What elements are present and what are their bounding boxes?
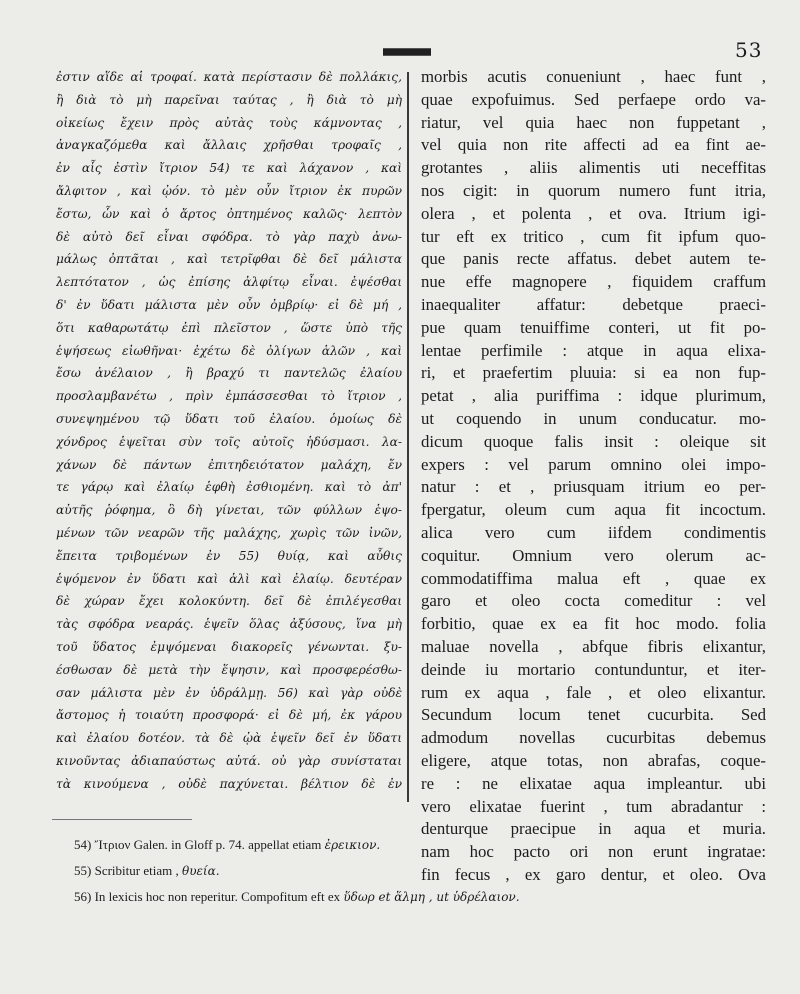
greek-text-line: τοῦ ὕδατος ἐμψόμεναι διακορεῖς γένωνται. ξυ- — [56, 639, 402, 654]
footnote-greek-word: ὕδωρ et ἅλμη , ut ὑδρέλαιον. — [343, 890, 520, 904]
greek-text-line: ἄλφιτον , καὶ ᾠόν. τὸ μὲν οὖν ἴτριον ἐκ πυρῶν — [56, 183, 402, 198]
greek-text-line: δ' ἐν ὕδατι μάλιστα μὲν οὖν ὀμβρίῳ· εἰ δὲ μή , — [56, 297, 402, 312]
latin-text-line: ri, et praefertim pluuia: si ea non fup- — [421, 363, 766, 383]
latin-text-line: olera , et polenta , et ova. Itrium igi- — [421, 203, 766, 223]
greek-text-line: λεπτότατον , ὡς ἐπίσης ἀλφίτῳ εἶναι. ἑψέσθαι — [56, 275, 402, 290]
latin-text-line: natur : et , priusquam itrium eo per- — [421, 477, 766, 497]
latin-text-line: lentae perfimile : atque in aqua elixa- — [421, 340, 766, 360]
footnote-separator — [52, 819, 192, 820]
footnotes — [74, 832, 714, 910]
greek-text-line: χόνδρος ἑψεῖται σὺν τοῖς αὐτοῖς ἡδύσμασι. λα- — [56, 434, 402, 449]
latin-text-line: denturque praecipue in aqua et muria. — [421, 819, 766, 839]
greek-text-line: κινοῦντας ἀδιαπαύστως αὐτά. οὐ γὰρ συνίσταται — [56, 753, 402, 768]
greek-text-line: οἰκείως ἔχειν πρὸς αὐτὰς τοὺς κάμνοντας , — [56, 115, 402, 130]
greek-text-line: χάνων δὲ πάντων ἐπιτηδειότατον μαλάχη, ἔν — [56, 457, 402, 472]
greek-text-line: έσθωσαν δὲ μετὰ τὴν ἕψησιν, καὶ προσφερέσθω- — [56, 662, 402, 677]
greek-text-line: δὲ αὐτὸ δεῖ εἶναι σφόδρα. τὸ γὰρ παχὺ ἀνω- — [56, 229, 402, 244]
latin-text-line: garo et oleo cocta comeditur : vel — [421, 591, 766, 611]
greek-text-line: ἔσω ἀνέλαιον , ἢ βραχύ τι παντελῶς ἐλαίου — [56, 366, 402, 381]
latin-text-line: grotantes , aliis alimentis uti neceffitas — [421, 158, 766, 178]
greek-text-line: ἀναγκαζόμεθα καὶ ἄλλαις χρῆσθαι τροφαῖς , — [56, 138, 402, 153]
footnote-mark: 55) — [74, 863, 92, 878]
latin-text-column — [421, 66, 766, 887]
latin-text-line: que panis recte affatus. debet autem te- — [421, 249, 766, 269]
latin-text-line: inaequaliter affatur: debetque praeci- — [421, 294, 766, 314]
latin-text-line: alica vero cum iifdem condimentis — [421, 522, 766, 542]
greek-text-line: ὅτι καθαρωτάτῳ ἐπὶ πλεῖστον , ὥστε ὑπὸ τῆς — [56, 320, 402, 335]
greek-text-line: ἢ διὰ τὸ μὴ παρεῖναι ταύτας , ἢ διὰ τὸ μὴ — [56, 92, 402, 107]
latin-text-line: quae expofuimus. Sed perfaepe ordo va- — [421, 89, 766, 109]
greek-text-line: αὐτῆς ῥόφημα, ὃ δὴ γίνεται, τῶν φύλλων ἑψο- — [56, 503, 402, 518]
latin-text-line: nam hoc pacto ori non erunt ingratae: — [421, 842, 766, 862]
latin-text-line: expers : vel parum omnino olei impo- — [421, 454, 766, 474]
footnote-greek-word: θυεία. — [181, 864, 220, 878]
greek-text-line: τὰς σφόδρα νεαράς. ἑψεῖν ὅλας ἀξύσους, ἵνα μὴ — [56, 617, 402, 632]
greek-text-column — [56, 66, 402, 796]
latin-text-line: pue quam tenuiffime conteri, ut fit po- — [421, 317, 766, 337]
footnote-greek-word: ἐρεικιον. — [324, 838, 381, 852]
header-ornament-rule — [383, 48, 431, 56]
greek-text-line: συνεψημένου τῷ ὕδατι τοῦ ἐλαίου. ὁμοίως δὲ — [56, 411, 402, 426]
latin-text-line: Secundum locum tenet cucurbita. Sed — [421, 705, 766, 725]
latin-text-line: re : ne elixatae aqua impleantur. ubi — [421, 773, 766, 793]
footnote-mark: 54) — [74, 837, 92, 852]
latin-text-line: dicum quoque falis insit : oleique sit — [421, 431, 766, 451]
latin-text-line: ut coquendo in unum conducatur. mo- — [421, 408, 766, 428]
greek-text-line: ἑψόμενον ἐν ὕδατι καὶ ἁλὶ καὶ ἐλαίῳ. δευτέραν — [56, 571, 402, 586]
greek-text-line: ἑψήσεως εἰωθῆναι· ἐχέτω δὲ ὀλίγων ἁλῶν , καὶ — [56, 343, 402, 358]
latin-text-line: vero elixatae fuerint , tum abradantur : — [421, 796, 766, 816]
footnote — [74, 832, 714, 858]
footnote — [74, 884, 714, 910]
greek-text-line: καὶ ἐλαίου δοτέον. τὰ δὲ ᾠὰ ἑψεῖν δεῖ ἐν ὕδατι — [56, 731, 402, 746]
latin-text-line: riatur, vel quia haec non fuppetant , — [421, 112, 766, 132]
greek-text-line: ἔπειτα τριβομένων ἐν 55) θυίᾳ, καὶ αὖθις — [56, 548, 402, 563]
latin-text-line: commodatiffima malua eft , quae ex — [421, 568, 766, 588]
greek-text-line: τὰ κινούμενα , οὐδὲ παχύνεται. βέλτιον δὲ ἐν — [56, 776, 402, 791]
latin-text-line: morbis acutis conueniunt , haec funt , — [421, 67, 766, 86]
latin-text-line: fpergatur, oleum cum aqua fit incoctum. — [421, 500, 766, 520]
greek-text-line: μένων τῶν νεαρῶν τῆς μαλάχης, χωρὶς τῶν ἰνῶν, — [56, 525, 402, 540]
latin-text-line: petat , alia puriffima : idque plurimum, — [421, 386, 766, 406]
greek-text-line: προσλαμβανέτω , πρὶν ἐμπάσσεσθαι τὸ ἴτριον , — [56, 389, 402, 404]
latin-text-line: deinde iu mortario contunduntur, et iter- — [421, 659, 766, 679]
column-divider — [407, 72, 409, 802]
greek-text-line: ἐστιν αἵδε αἱ τροφαί. κατὰ περίστασιν δὲ πολλάκις, — [56, 70, 402, 84]
greek-text-line: μάλως ὀπτᾶται , καὶ τετρῖφθαι δὲ δεῖ μάλιστα — [56, 252, 402, 267]
greek-text-line: ἔστω, ὧν καὶ ὁ ἄρτος ὀπτημένος καλῶς· λεπτὸν — [56, 206, 402, 221]
latin-text-line: rum ex aqua , fale , et oleo elixantur. — [421, 682, 766, 702]
latin-text-line: nos cigit: in quorum numero funt itria, — [421, 180, 766, 200]
latin-text-line: eligere, atque totas, non abrafas, coque- — [421, 750, 766, 770]
latin-text-line: vel quia non rite affecti ad ea fint ae- — [421, 135, 766, 155]
latin-text-line: coquitur. Omnium vero olerum ac- — [421, 545, 766, 565]
footnote — [74, 858, 714, 884]
footnote-text: In lexicis hoc non reperitur. Compofitum eft ex — [94, 889, 341, 904]
greek-text-line: τε γάρῳ καὶ ἐλαίῳ ἑφθὴ ἐσθιομένη. καὶ τὸ ἀπ' — [56, 480, 402, 495]
latin-text-line: nue effe magnopere , fiquidem craffum — [421, 272, 766, 292]
latin-text-line: forbitio, quae ex ea fit hoc modo. folia — [421, 614, 766, 634]
footnote-text: Scribitur etiam , — [94, 863, 179, 878]
greek-text-line: δὲ χώραν ἔχει κολοκύντη. δεῖ δὲ ἐπιλέγεσθαι — [56, 594, 402, 609]
footnote-text: Ἴτριον Galen. in Gloff p. 74. appellat etiam — [94, 837, 322, 852]
page-number: 53 — [735, 38, 763, 62]
greek-text-line: ἐν αἷς ἐστὶν ἴτριον 54) τε καὶ λάχανον , καὶ — [56, 161, 402, 176]
latin-text-line: maluae novella , abfque fibris elixantur, — [421, 636, 766, 656]
latin-text-line: fin fecus , ex garo dentur, et oleo. Ova — [421, 864, 766, 884]
latin-text-line: admodum novellas cucurbitas debemus — [421, 728, 766, 748]
greek-text-line: σαν μάλιστα μὲν ἐν ὑδράλμῃ. 56) καὶ γὰρ οὐδὲ — [56, 685, 402, 700]
footnote-mark: 56) — [74, 889, 92, 904]
greek-text-line: ἄστομος ἡ τοιαύτη προσφορά· εἰ δὲ μή, ἐκ γάρου — [56, 708, 402, 723]
latin-text-line: tur eft ex tritico , cum fit ipfum quo- — [421, 226, 766, 246]
